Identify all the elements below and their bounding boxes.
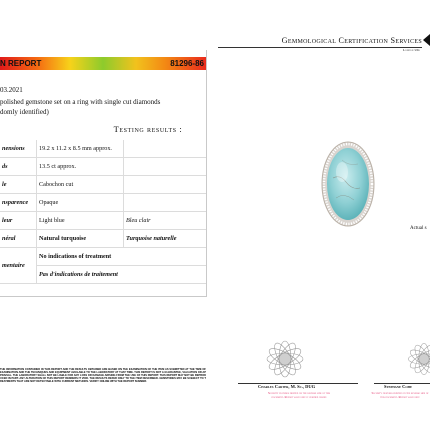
row-value-fr: Turquoise naturelle xyxy=(124,230,207,248)
row-label: néral xyxy=(0,230,37,248)
ring-photo xyxy=(318,138,378,230)
table-row xyxy=(0,230,206,248)
description-line: polished gemstone set on a ring with single cut diamonds domly identified) xyxy=(0,98,161,116)
table-row xyxy=(0,176,206,194)
row-value-en: 13.5 ct approx. xyxy=(37,158,124,176)
row-label: leur xyxy=(0,212,37,230)
lab-name: Gemmological Certification Services xyxy=(281,36,422,45)
testing-results-heading xyxy=(0,124,206,134)
row-value-en: No indications of treatment xyxy=(37,248,207,266)
row-value-fr: Pas d'indications de traitement xyxy=(37,266,207,284)
row-label: nsparence xyxy=(0,194,37,212)
photo-caption: Actual s xyxy=(410,226,427,231)
row-label: le xyxy=(0,176,37,194)
verify-note-left: Security features printed on the reverse side of this document. Report valid only if verified online xyxy=(267,391,331,399)
table-row xyxy=(0,158,206,176)
testing-results-label: Testing results : xyxy=(113,124,183,134)
table-row xyxy=(0,212,206,230)
report-description xyxy=(0,97,206,117)
row-value-en: Opaque xyxy=(37,194,124,212)
corner-mark-icon xyxy=(423,34,430,46)
row-value-fr xyxy=(124,140,207,158)
table-row xyxy=(0,140,206,158)
row-value-en: Cabochon cut xyxy=(37,176,124,194)
row-value-fr: Bleu clair xyxy=(124,212,207,230)
row-value-fr xyxy=(124,158,207,176)
signatory-right-name: Stephane Cohe xyxy=(384,384,413,389)
report-date: 03.2021 xyxy=(0,86,23,94)
report-title: N REPORT xyxy=(0,59,42,68)
table-row xyxy=(0,194,206,212)
verify-note-right: Security features printed on the reverse side of this document. Report valid only xyxy=(371,391,429,399)
lab-location: London UK xyxy=(402,48,420,52)
row-label: ds xyxy=(0,158,37,176)
row-value-en: 19.2 x 11.2 x 8.5 mm approx. xyxy=(37,140,124,158)
seal-flower-icon xyxy=(404,338,430,380)
seal-flower-icon xyxy=(262,338,308,380)
results-table xyxy=(0,140,206,284)
row-value-fr xyxy=(124,176,207,194)
report-number: 81296-86 xyxy=(170,59,204,68)
row-label: mentaire xyxy=(0,248,37,284)
row-value-en: Light blue xyxy=(37,212,124,230)
table-row xyxy=(0,248,206,266)
legal-fine-print: THE INFORMATION CONTAINED IN THIS REPORT AND THE RESULTS OBTAINED ARE BASED ON THE EXAMINATION OF THE ITEM AS SUBMITTED AT THE TIME OF EXAMINATION AND THE TECHNIQUES AND EQUIPMENT AVAILABLE TO THE LABORATORY AT THAT TIME. THIS REPORT IS NOT A GUARANTEE, VALUATION OR APPRAISAL. THE LABORATORY SHALL NOT BE LIABLE FOR ANY LOSS OR DAMAGE ARISING FROM THE USE OF THIS REPORT. THIS REPORT MAY NOT BE REPRODUCED IN PART. ANY ALTERATION OF THIS REPORT RENDERS IT VOID. THE RESULTS REFER ONLY TO THE ITEM DESCRIBED. GEMSTONES MAY BE SUBJECT TO TREATMENTS THAT ARE NOT DETECTABLE WITH CURRENT METHODS. VERIFY ONLINE WITH THE REPORT NUMBER. xyxy=(0,368,206,384)
row-value-fr xyxy=(124,194,207,212)
signatory-left-name: Charles Carter, M. Sc., DUG xyxy=(258,384,316,389)
row-label: nensions xyxy=(0,140,37,158)
row-value-en: Natural turquoise xyxy=(37,230,124,248)
